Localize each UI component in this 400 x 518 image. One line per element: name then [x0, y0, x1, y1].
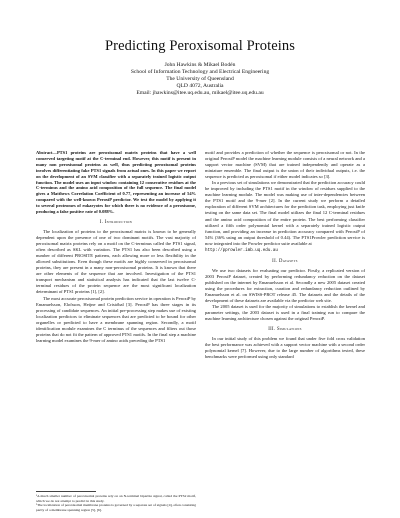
author-names: John Hawkins & Mikael Bodén [164, 62, 236, 68]
email-line: Email: jhawkins@itee.uq.edu.au, mikael@itee.uq.edu.au [136, 90, 264, 97]
paragraph: We use two datasets for evaluating our predictor. Firstly, a replicated version of 2003 PeroxiP dataset, created by performing redundancy reduction on the dataset published on the internet by Emanuelsson et al. Secondly a new 2005 dataset created using the procedures for extraction, curation and redundancy reduction outlined by Emanuelsson et al. on SWISS-PROT release 45. The datasets and the details of the development of these datasets are available via the predictor web site. [205, 267, 365, 304]
section-heading-datasets: II. Datasets [272, 258, 298, 264]
affiliation-line: QLD 4072, Australia [176, 83, 224, 90]
footnote-rule [36, 491, 96, 492]
footnotes [36, 491, 196, 512]
paragraph: In our initial study of this problem we found that under five fold cross validation the best performance was achieved with a support vector machine with a second order polynomial kernel [7]. However, due to the large number of algorithms tested, these benchmarks were performed using only standard [205, 336, 365, 360]
paper-title: Predicting Peroxisomal Proteins [105, 38, 295, 54]
footnote: ¹A much smaller number of peroxisomal proteins rely on an N-terminal bipartite signal, called the PTS2 motif, which we do not attempt to predict in this study. [36, 494, 196, 503]
affiliation-line: The University of Queensland [166, 76, 234, 83]
right-column [205, 150, 365, 361]
paragraph: The most accurate peroxisomal protein prediction service in operation is PeroxiP by Emanuelsson, Elofsson, Heijne and Cristóbal [3]. PeroxiP has three stages in its processing of candidate sequences. An initial pre-processing step makes use of existing localization predictors to eliminate sequences that are predicted to be bound for other organelles or predicted to have a membrane spanning region. Secondly, a motif identification module examines the C terminus of the sequences and filters out those proteins that do not fit the pattern of approved PTS1 motifs. In the final step a machine learning model examines the 9-mer of amino acids preceding the PTS1 [36, 295, 196, 343]
footnote: ²The localization of peroxisomal membrane proteins is governed by a separate set of signals [4], often consisting partly of a membrane spanning region [5], [6]. [36, 503, 196, 512]
paragraph: The 2005 dataset is used for the majority of simulations to establish the kernel and parameter settings, the 2003 dataset is used in a final training run to compare the machine learning architecture chosen against the original PeroxiP. [205, 304, 365, 322]
section-heading-simulations: III. Simulations [268, 327, 302, 333]
affiliation-line: School of Information Technology and Electrical Engineering [130, 69, 270, 76]
url-line[interactable] [205, 247, 365, 254]
abstract: Abstract—PTS1 proteins are peroxisomal matrix proteins that have a well conserved targeting motif at the C-terminal end. However, this motif is present in many non peroxisomal proteins as well, thus predicting peroxisomal proteins involves differentiating fake PTS1 signals from actual ones. In this paper we report on the development of an SVM classifier with a separately trained logistic output function. The model uses an input window containing 12 consecutive residues at the C-terminus and the amino acid composition of the full sequence. The final model gives a Matthews Correlation Coefficient of 0.77, representing an increase of 54% compared with the well-known PeroxiP predictor. We test the model by applying it to several proteomes of eukaryotes for which there is no evidence of a peroxisome, producing a false positive rate of 0.088%. [36, 150, 196, 215]
author-block [0, 62, 400, 97]
paragraph: The localization of proteins to the peroxisomal matrix is known to be generally dependent upon the presence of one of two dominant motifs. The vast majority of peroxisomal matrix proteins rely on a motif on the C-terminus called the PTS1 signal, often described as SKL with variation. The PTS1 has also been described using a number of different PROSITE patterns, each allowing more or less flexibility in the allowed substitutions. Even though these motifs are highly conserved in peroxisomal proteins, they are present in a many non-peroxisomal proteins. It is known that there are other elements of the sequence that are involved. Investigation of the PTS1 transport mechanism and statistical analysis has indicated that the last twelve C-terminal residues of the protein sequence are the most significant localization determinant of PTS1 proteins [1], [2]. [36, 229, 196, 295]
section-heading-introduction: I. Introduction [99, 219, 133, 225]
prowler-url-link[interactable]: http://pprowler.imb.uq.edu.au [205, 248, 278, 253]
paragraph: motif and provides a prediction of whether the sequence is peroxisomal or not. In the original PeroxiP model the machine learning module consists of a neural network and a support vector machine (SVM) that are trained independently and operate as a miniature ensemble. The final output is the union of their individual outputs, i.e. the sequence is predicted as peroxisomal if either model indicates so [3]. [205, 150, 365, 180]
paragraph: In a previous set of simulations we demonstrated that the prediction accuracy could be improved by including the PTS1 motif in the window of residues supplied to the machine learning module. The model was making use of inter-dependencies between the PTS1 motif and the 9-mer [2]. In the current study we perform a detailed exploration of different SVM architectures for the prediction task, employing just knife testing on the same data set. The final model utilizes the final 12 C-terminal residues and the amino acid composition of the entire protein. The best performing classifier utilized a fifth order polynomial kernel with a separately trained logistic output function, and providing an increase in prediction accuracy compared with PeroxiP of 54% (36% using an output threshold of 0.44). The PTS1Prowler prediction service is now integrated into the Prowler predictor suite available at [205, 180, 365, 246]
left-column [36, 150, 196, 344]
